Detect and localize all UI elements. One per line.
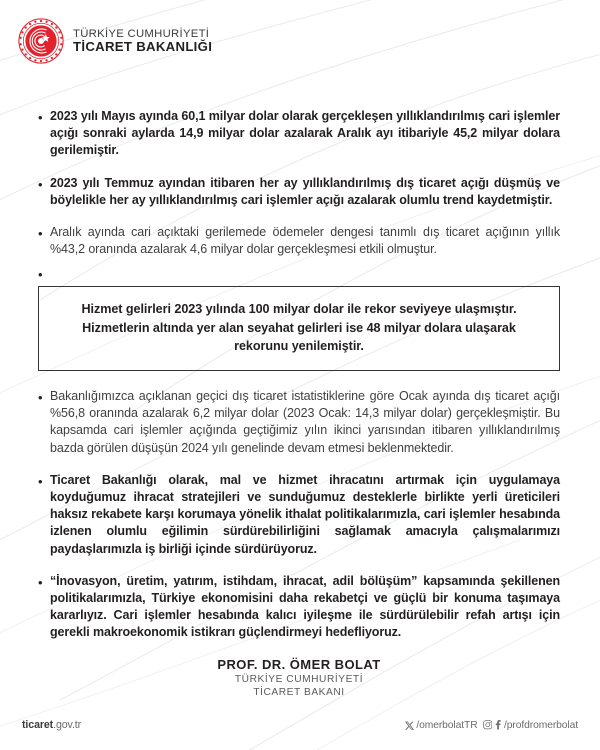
list-item: [38, 224, 560, 258]
bullet-dot-icon: •: [38, 267, 43, 283]
bullet-text: Bakanlığımızca açıklanan geçici dış ticaret istatistiklerine göre Ocak ayında dış ticaret açığı %56,8 oranında azalarak 6,2 milyar dolar (2023 Ocak: 14,3 milyar dolar) gerçekleşmiştir. Bu kapsamda cari işlemler açığında geçtiğimiz yılın ikinci yarısından itibaren yıllıklandırılmış bazda görülen düşüşün 2024 yılı genelinde devam etmesi beklenmektedir.: [50, 388, 560, 455]
turkiye-ministry-of-trade-emblem-icon: [18, 18, 64, 64]
bullet-dot-icon: •: [38, 389, 43, 405]
bullet-text: Aralık ayında cari açıktaki gerilemede ödemeler dengesi tanımlı dış ticaret açığının yıllık %43,2 oranında azalarak 4,6 milyar dolar gerçekleşmesi etkili olmuştur.: [50, 225, 560, 257]
footer-website-bold: ticaret: [22, 719, 54, 731]
document-header: [0, 0, 600, 64]
signature-name: PROF. DR. ÖMER BOLAT: [217, 656, 381, 672]
ministry-logo-text: [73, 28, 212, 54]
list-item: [38, 573, 560, 642]
facebook-icon: [494, 720, 502, 730]
social-link-x[interactable]: [405, 720, 477, 731]
logo-line-ministry: TİCARET BAKANLIĞI: [73, 38, 213, 54]
bullet-dot-icon: •: [38, 473, 43, 489]
document-footer: [0, 714, 600, 736]
highlight-callout-box: [38, 286, 560, 371]
x-twitter-icon: [405, 721, 414, 730]
social-link-meta[interactable]: [483, 720, 578, 731]
bullet-text: Ticaret Bakanlığı olarak, mal ve hizmet ihracatını artırmak için uygulamaya koyduğumuz ihracat stratejileri ve sunduğumuz desteklerle birlikte yerli üreticileri haksız rekabete karşı korumaya yönelik ithalat politikalarımızla, cari işlemler hesabında izlenen olumlu eğilimin sürdürebilirliğini sağlamak amacıyla çalışmalarımızı paydaşlarımızla iş birliği içinde sürdürüyoruz.: [50, 472, 560, 556]
bullet-dot-icon: •: [38, 574, 43, 590]
list-item: [38, 175, 560, 209]
meta-handle: /profdromerbolat: [504, 719, 578, 731]
signature-block: [38, 657, 560, 700]
signature-title: TİCARET BAKANI: [253, 687, 345, 699]
list-item: [38, 388, 560, 457]
bullet-text: “İnovasyon, üretim, yatırım, istihdam, ihracat, adil bölüşüm” kapsamında şekillenen politikalarımızla, Türkiye ekonomisini daha rekabetçi ve güçlü bir konuma taşımaya kararlıyız. Cari işlemler hesabında kalıcı iyileşme ile sürdürülebilir refah artışı için gerekli makroekonomik istikrarı güçlendirmeyi hedefliyoruz.: [50, 573, 560, 640]
bullet-text: 2023 yılı Mayıs ayında 60,1 milyar dolar olarak gerçekleşen yıllıklandırılmış cari işlemler açığı sonraki aylarda 14,9 milyar dolar azalarak Aralık ayı itibariyle 45,2 milyar dolara gerilemiştir.: [50, 109, 560, 158]
empty-list-item: [38, 266, 560, 283]
instagram-icon: [483, 720, 493, 730]
bullet-dot-icon: •: [38, 176, 43, 192]
document-body: [0, 64, 600, 699]
list-item: [38, 472, 560, 558]
highlight-callout-text: Hizmet gelirleri 2023 yılında 100 milyar dolar ile rekor seviyeye ulaşmıştır. Hizmetlerin altında yer alan seyahat gelirleri ise 48 milyar dolara ulaşarak rekorunu yenilemiştir.: [81, 302, 517, 354]
bullet-dot-icon: •: [38, 226, 43, 242]
logo-line-republic: TÜRKİYE CUMHURİYETİ: [73, 27, 210, 40]
footer-website[interactable]: [22, 719, 81, 731]
bullet-text: 2023 yılı Temmuz ayından itibaren her ay yıllıklandırılmış dış ticaret açığı düşmüş ve böylelikle her ay yıllıklandırılmış cari işlemler açığı azalarak olumlu trend kaydetmiştir.: [50, 175, 560, 207]
footer-social-links: [405, 720, 578, 731]
footer-website-rest: .gov.tr: [53, 719, 82, 731]
bullet-dot-icon: •: [38, 110, 43, 125]
list-item: [38, 108, 560, 160]
x-handle: /omerbolatTR: [416, 719, 478, 731]
signature-republic: TÜRKİYE CUMHURİYETİ: [234, 674, 364, 686]
